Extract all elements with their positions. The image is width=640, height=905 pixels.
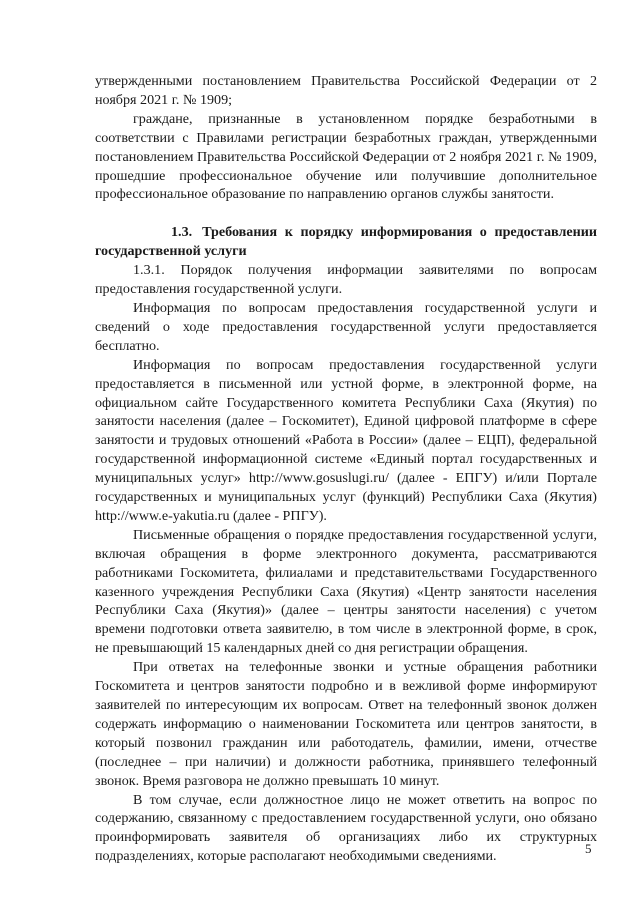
section-number: 1.3. <box>171 224 193 241</box>
paragraph-1-3-1: 1.3.1. Порядок получения информации заявителями по вопросам предоставления государственной услуги. <box>95 262 597 298</box>
document-page <box>95 72 597 866</box>
page-number: 5 <box>585 841 592 856</box>
paragraph-unemployed-citizens: граждане, признанные в установленном порядке безработными в соответствии с Правилами регистрации безработных граждан, утвержденными постановлением Правительства Российской Федерации от 2 ноября 2021 г. № 1909, прошедшие профессиональное обучение или получившие дополнительное профессиональное образование по направлению органов службы занятости. <box>95 110 597 203</box>
paragraph-written-requests: Письменные обращения о порядке предоставления государственной услуги, включая обращения в форме электронного документа, рассматриваются работниками Госкомитета, филиалами и представительствами Государственного казенного учреждения Республики Саха (Якутия) «Центр занятости населения Республики Саха (Якутия)» (далее – центры занятости населения) с учетом времени подготовки ответа заявителю, в том числе в электронной форме, в срок, не превышающий 15 календарных дней со дня регистрации обращения. <box>95 526 597 657</box>
paragraph-info-free: Информация по вопросам предоставления государственной услуги и сведений о ходе предоставления государственной услуги предоставляется бесплатно. <box>95 299 597 354</box>
paragraph-info-channels: Информация по вопросам предоставления государственной услуги предоставляется в письменной или устной форме, в электронной форме, на официальном сайте Государственного комитета Республики Саха (Якутия) по занятости населения (далее – Госкомитет), Единой цифровой платформе в сфере занятости и трудовых отношений «Работа в России» (далее – ЕЦП), федеральной государственной информационной системе «Единый портал государственных и муниципальных услуг» http://www.gosuslugi.ru/ (далее - ЕПГУ) и/или Портале государственных и муниципальных услуг (функций) Республики Саха (Якутия) http://www.e-yakutia.ru (далее - РПГУ). <box>95 356 597 524</box>
section-heading <box>95 223 597 261</box>
paragraph-intro-continuation: утвержденными постановлением Правительства Российской Федерации от 2 ноября 2021 г. № 1909; <box>95 73 597 108</box>
section-title: Требования к порядку информирования о предоставлении государственной услуги <box>95 224 597 260</box>
paragraph-redirect-info: В том случае, если должностное лицо не может ответить на вопрос по содержанию, связанному с предоставлением государственной услуги, оно обязано проинформировать заявителя об организациях либо их структурных подразделениях, которые располагают необходимыми сведениями. <box>95 791 597 865</box>
paragraph-phone-answers: При ответах на телефонные звонки и устные обращения работники Госкомитета и центров занятости подробно и в вежливой форме информируют заявителей по интересующим их вопросам. Ответ на телефонный звонок должен содержать информацию о наименовании Госкомитета или центров занятости, в который позвонил гражданин или работодатель, фамилии, имени, отчестве (последнее – при наличии) и должности работника, принявшего телефонный звонок. Время разговора не должно превышать 10 минут. <box>95 659 597 789</box>
